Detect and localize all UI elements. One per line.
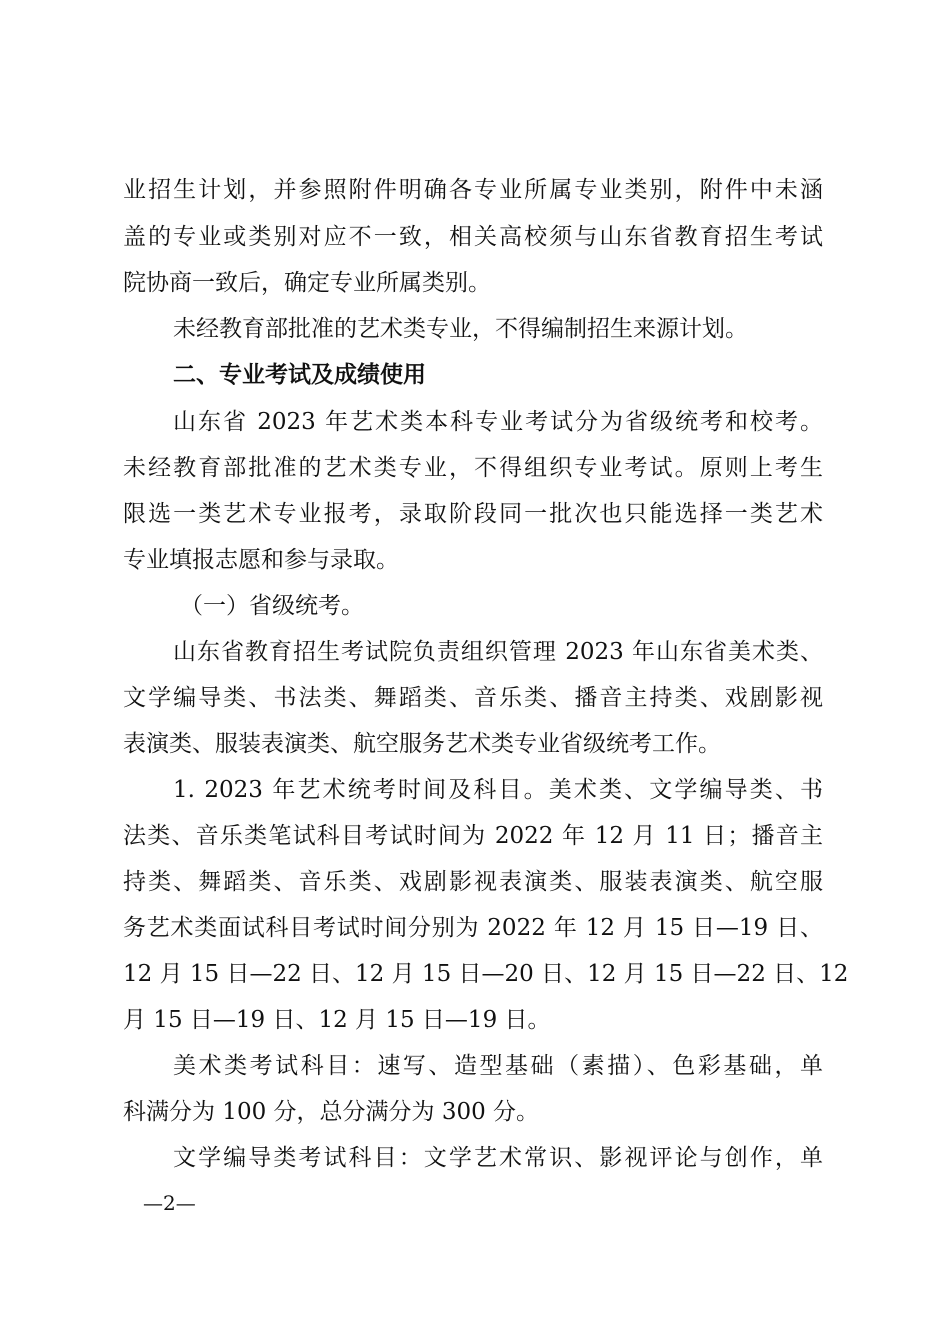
text-line: 文学编导类、书法类、舞蹈类、音乐类、播音主持类、戏剧影视: [123, 685, 823, 711]
text-line: 山东省教育招生考试院负责组织管理 2023 年山东省美术类、: [173, 639, 823, 665]
text-line: 院协商一致后，确定专业所属类别。: [123, 270, 491, 296]
text-line: 未经教育部批准的艺术类专业，不得编制招生来源计划。: [173, 316, 748, 342]
text-line: 专业填报志愿和参与录取。: [123, 547, 399, 573]
text-line: 美术类考试科目：速写、造型基础（素描）、色彩基础，单: [173, 1053, 823, 1079]
page-number: —2—: [143, 1191, 196, 1215]
text-line: 表演类、服装表演类、航空服务艺术类专业省级统考工作。: [123, 731, 721, 757]
text-line: 12 月 15 日—22 日、12 月 15 日—20 日、12 月 15 日—22 日、12: [123, 961, 849, 987]
text-line: 科满分为 100 分，总分满分为 300 分。: [123, 1099, 540, 1125]
text-line: 务艺术类面试科目考试时间分别为 2022 年 12 月 15 日—19 日、: [123, 915, 823, 941]
text-line: 文学编导类考试科目：文学艺术常识、影视评论与创作，单: [173, 1145, 823, 1171]
text-line: 盖的专业或类别对应不一致，相关高校须与山东省教育招生考试: [123, 224, 823, 250]
text-line: 未经教育部批准的艺术类专业，不得组织专业考试。原则上考生: [123, 455, 823, 481]
text-line: 限选一类艺术专业报考，录取阶段同一批次也只能选择一类艺术: [123, 501, 823, 527]
text-line: 法类、音乐类笔试科目考试时间为 2022 年 12 月 11 日；播音主: [123, 823, 823, 849]
text-line: 山东省 2023 年艺术类本科专业考试分为省级统考和校考。: [173, 409, 823, 435]
text-line: 持类、舞蹈类、音乐类、戏剧影视表演类、服装表演类、航空服: [123, 869, 823, 895]
section-heading: 二、专业考试及成绩使用: [173, 362, 426, 388]
text-line: 月 15 日—19 日、12 月 15 日—19 日。: [123, 1007, 551, 1033]
text-line: 业招生计划，并参照附件明确各专业所属专业类别，附件中未涵: [123, 177, 823, 203]
text-line: 1. 2023 年艺术统考时间及科目。美术类、文学编导类、书: [173, 777, 823, 803]
sub-heading: （一）省级统考。: [180, 593, 364, 619]
